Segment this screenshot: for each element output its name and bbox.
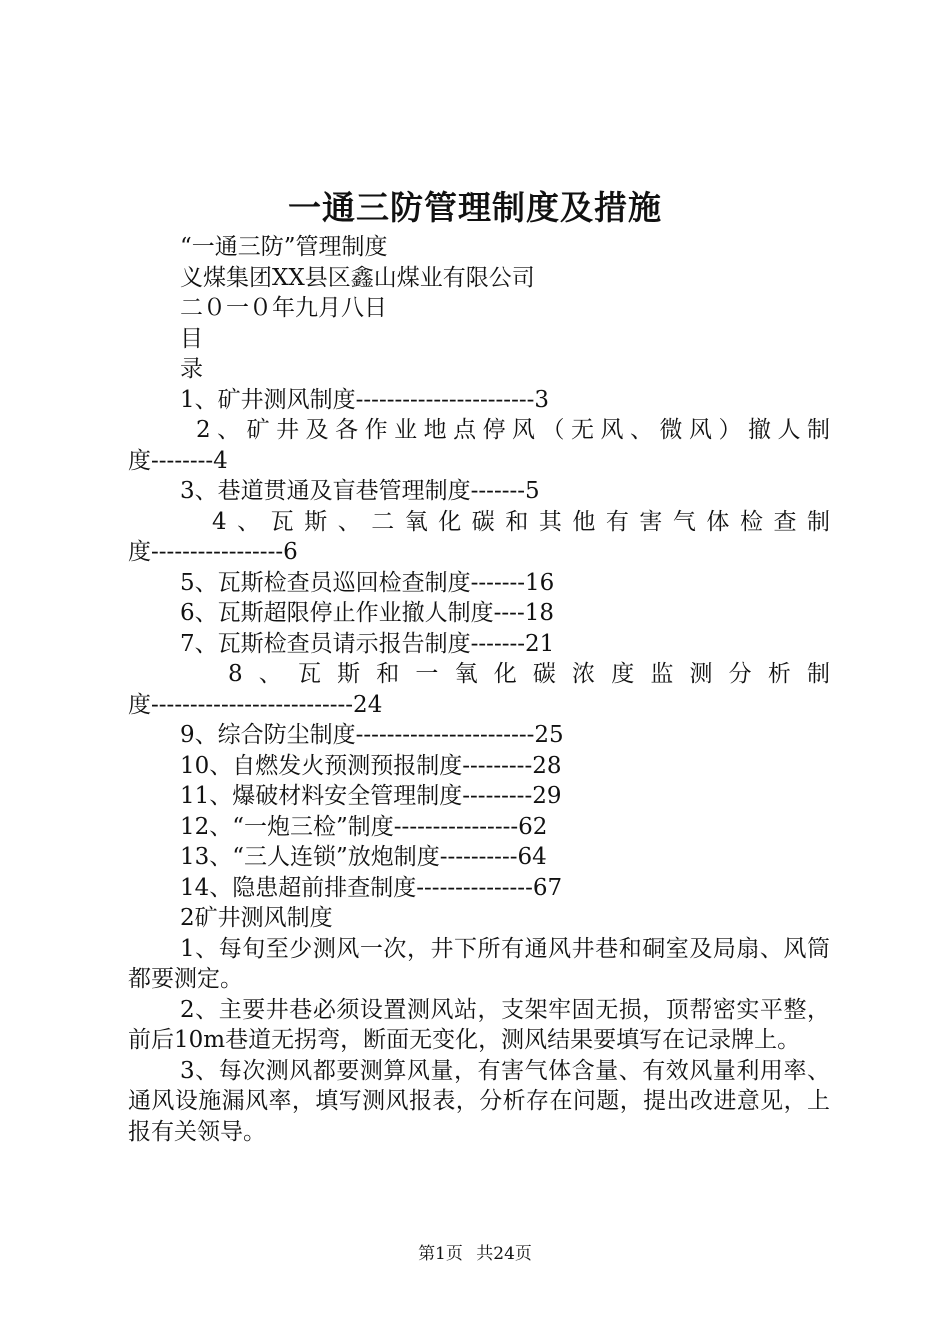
subtitle: “一通三防”管理制度	[180, 234, 388, 260]
toc-heading-1: 目	[180, 325, 203, 352]
paragraph: 2、主要井巷必须设置测风站，支架牢固无损，顶帮密实平整，前后10m巷道无拐弯，断面无变化，测风结果要填写在记录牌上。	[128, 996, 830, 1053]
toc-item: 3、巷道贯通及盲巷管理制度-------5	[180, 478, 540, 504]
document-date: 二０一０年九月八日	[180, 295, 387, 321]
toc-item: 9、综合防尘制度-----------------------25	[180, 722, 564, 748]
toc-item-continued: 度--------4	[128, 447, 228, 474]
page-number: 第1页	[418, 1244, 463, 1264]
toc-item: 14、隐患超前排查制度---------------67	[180, 874, 563, 901]
document-title: 一通三防管理制度及措施	[288, 188, 662, 227]
toc-item: 12、“一炮三检”制度----------------62	[180, 813, 548, 840]
paragraph: 1、每旬至少测风一次，井下所有通风井巷和硐室及局扇、风筒都要测定。	[128, 935, 830, 992]
toc-item: 5、瓦斯检查员巡回检查制度-------16	[180, 569, 555, 596]
toc-heading-2: 录	[180, 356, 203, 382]
toc-item: 7、瓦斯检查员请示报告制度-------21	[180, 630, 555, 657]
toc-item: 8、瓦斯和一氧化碳浓度监测分析制	[228, 661, 830, 687]
toc-item-continued: 度--------------------------24	[128, 691, 383, 718]
toc-item: 10、自燃发火预测预报制度---------28	[180, 752, 562, 779]
section-heading: 2矿井测风制度	[180, 905, 333, 931]
company-name: 义煤集团XX县区鑫山煤业有限公司	[180, 264, 535, 291]
toc-item: 6、瓦斯超限停止作业撤人制度----18	[180, 600, 554, 626]
paragraph: 3、每次测风都要测算风量，有害气体含量、有效风量利用率、通风设施漏风率，填写测风报表，分析存在问题，提出改进意见，上报有关领导。	[128, 1057, 830, 1145]
toc-item: 11、爆破材料安全管理制度---------29	[180, 783, 562, 809]
toc-item: 13、“三人连锁”放炮制度----------64	[180, 844, 547, 870]
document-body	[128, 232, 830, 1147]
page-footer	[0, 1242, 950, 1266]
page-total: 共24页	[476, 1244, 532, 1264]
toc-item: 1、矿井测风制度-----------------------3	[180, 386, 550, 413]
toc-item-continued: 度-----------------6	[128, 539, 298, 565]
toc-item: 4、瓦斯、二氧化碳和其他有害气体检查制	[212, 508, 830, 535]
toc-item: 2、矿井及各作业地点停风（无风、微风）撤人制	[196, 417, 830, 443]
